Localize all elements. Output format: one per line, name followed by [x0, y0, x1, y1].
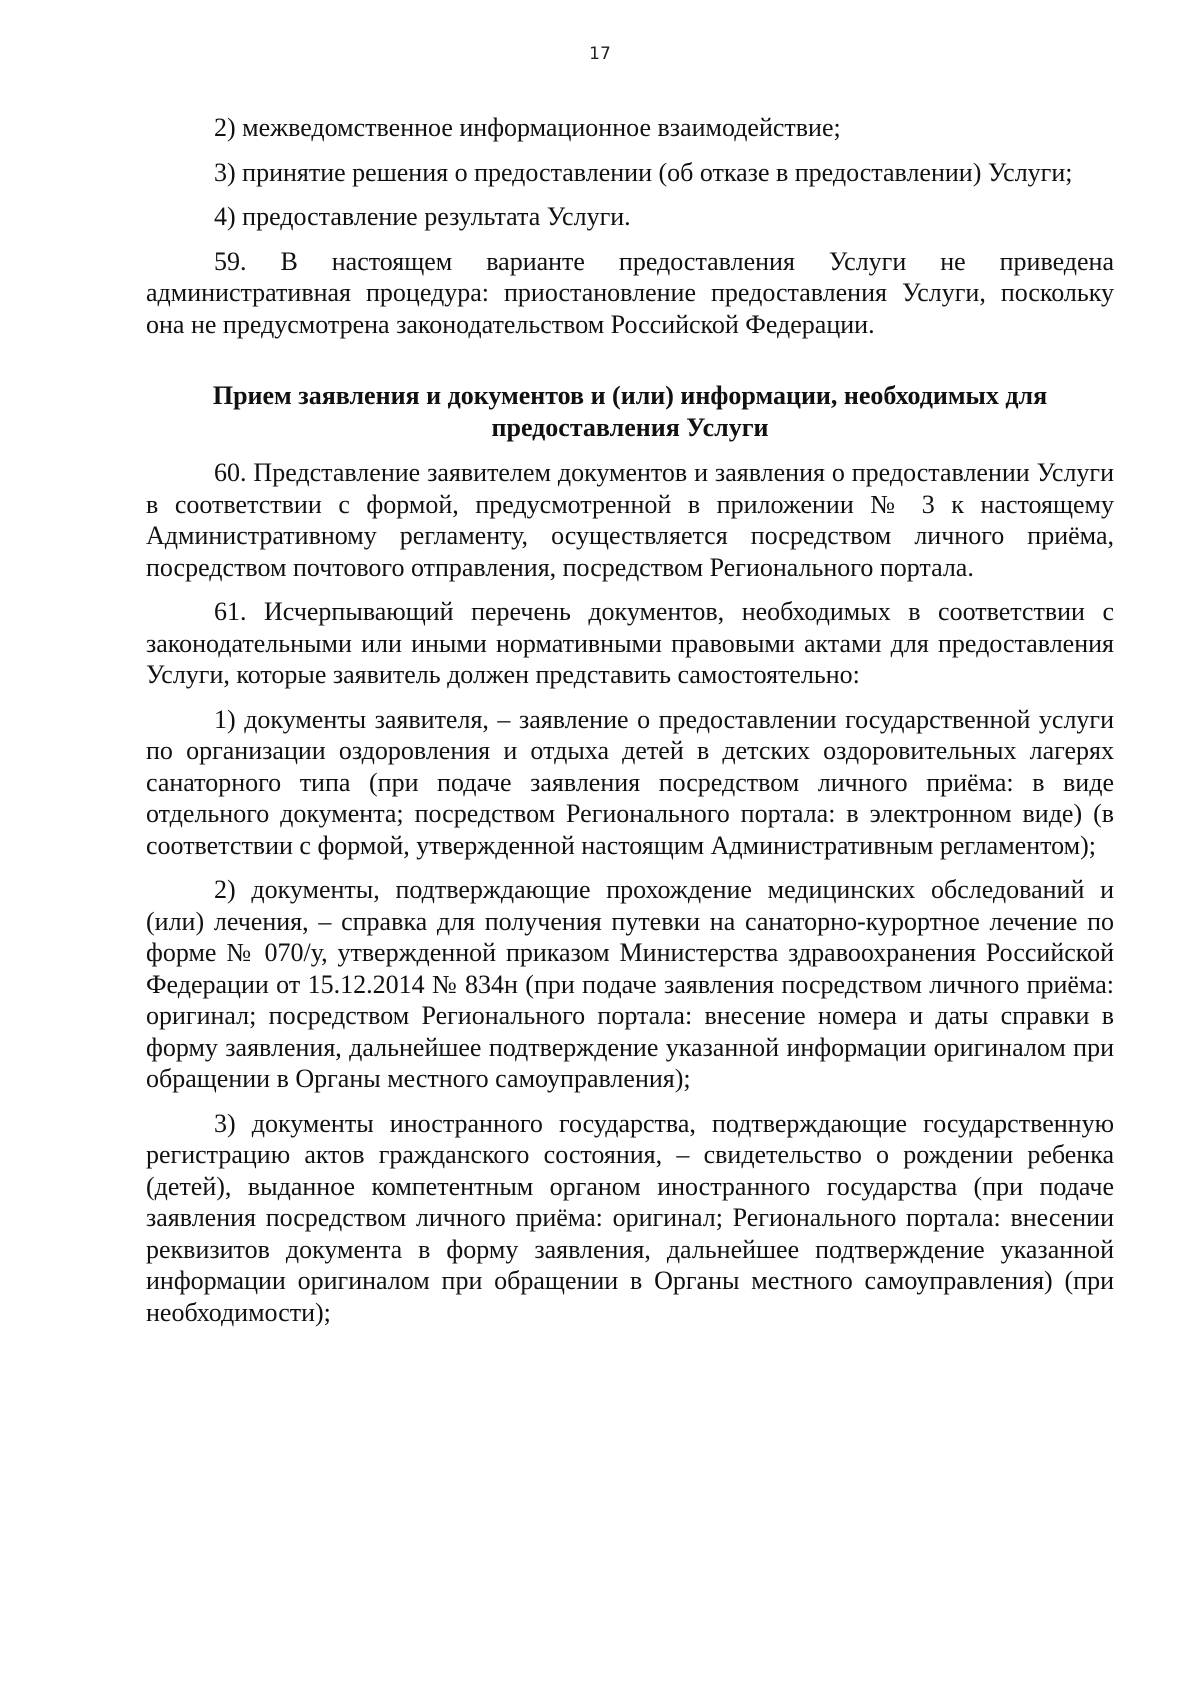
paragraph-61-item-1: 1) документы заявителя, – заявление о предоставлении государственной услуги по организации оздоровления и отдыха детей в детских оздоровительных лагерях санаторного типа (при подаче заявления посредством личного приёма: в виде отдельного документа; посредством Регионального портала: в электронном виде) (в соответствии с формой, утвержденной настоящим Административным регламентом);	[146, 704, 1114, 860]
paragraph-61: 61. Исчерпывающий перечень документов, необходимых в соответствии с законодательными или иными нормативными правовыми актами для предоставления Услуги, которые заявитель должен представить самостоятельно:	[146, 597, 1114, 689]
paragraph-item-4: 4) предоставление результата Услуги.	[214, 202, 631, 231]
paragraph-item-3: 3) принятие решения о предоставлении (об отказе в предоставлении) Услуги;	[214, 157, 1073, 187]
paragraph-60: 60. Представление заявителем документов и заявления о предоставлении Услуги в соответствии с формой, предусмотренной в приложении № 3 к настоящему Административному регламенту, осуществляется посредством личного приёма, посредством почтового отправления, посредством Регионального портала.	[146, 458, 1114, 582]
paragraph-61-item-2: 2) документы, подтверждающие прохождение медицинских обследований и (или) лечения, – справка для получения путевки на санаторно-курортное лечение по форме № 070/у, утвержденной приказом Министерства здравоохранения Российской Федерации от 15.12.2014 № 834н (при подаче заявления посредством личного приёма: оригинал; посредством Регионального портала: внесение номера и даты справки в форму заявления, дальнейшее подтверждение указанной информации оригиналом при обращении в Органы местного самоуправления);	[146, 875, 1114, 1093]
paragraph-item-2: 2) межведомственное информационное взаимодействие;	[214, 113, 841, 142]
document-body	[146, 112, 1114, 1341]
paragraph-59: 59. В настоящем варианте предоставления Услуги не приведена административная процедура: приостановление предоставления Услуги, поскольку она не предусмотрена законодательством Российской Федерации.	[146, 246, 1114, 339]
paragraph-61-item-3: 3) документы иностранного государства, подтверждающие государственную регистрацию актов гражданского состояния, – свидетельство о рождении ребенка (детей), выданное компетентным органом иностранного государства (при подаче заявления посредством личного приёма: оригинал; Регионального портала: внесении реквизитов документа в форму заявления, дальнейшее подтверждение указанной информации оригиналом при обращении в Органы местного самоуправления) (при необходимости);	[146, 1108, 1114, 1327]
section-heading: Прием заявления и документов и (или) информации, необходимых для предоставления Услуги	[212, 381, 1048, 442]
page-number: 17	[589, 44, 611, 64]
